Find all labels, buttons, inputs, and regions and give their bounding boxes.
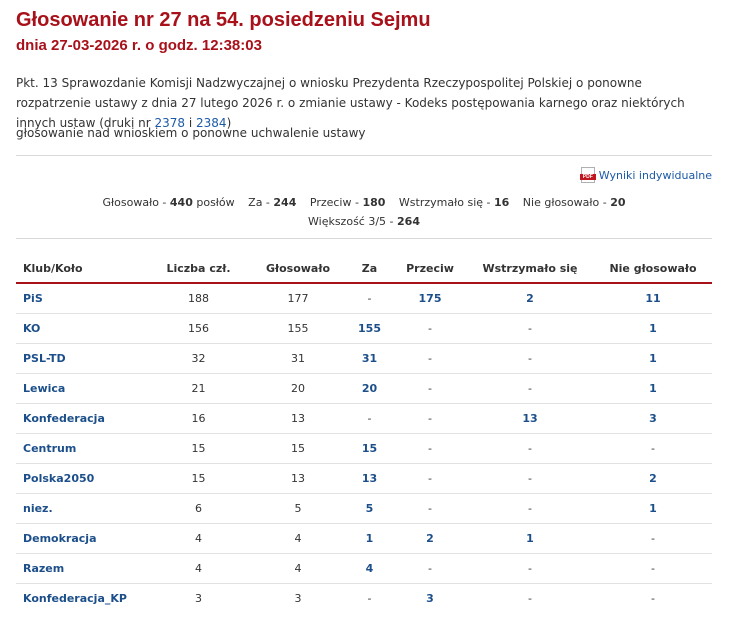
description-sep: i — [185, 116, 197, 130]
club-name-link[interactable]: Konfederacja — [16, 404, 146, 434]
table-cell: 3 — [294, 592, 302, 605]
summary-abstain: Wstrzymało się - 16 — [398, 196, 510, 209]
vote-datetime: dnia 27-03-2026 r. o godz. 12:38:03 — [16, 37, 262, 54]
description-text: Pkt. 13 Sprawozdanie Komisji Nadzwyczajnej o wniosku Prezydenta Rzeczypospolitej Polskiej o ponowne rozpatrzenie ustawy z dnia 27 lutego 2026 r. o zmianie ustawy - Kodeks postępowania karnego oraz niektórych innych ustaw (druki nr — [16, 76, 685, 130]
table-cell: - — [594, 434, 712, 464]
vote-count-link[interactable]: 31 — [345, 344, 394, 374]
table-row — [16, 404, 712, 434]
individual-results[interactable] — [581, 167, 712, 183]
table-cell: - — [466, 314, 594, 344]
table-cell: 6 — [146, 494, 251, 524]
table-cell: 20 — [251, 374, 345, 404]
divider — [16, 155, 712, 156]
club-name-link[interactable]: KO — [16, 314, 146, 344]
pdf-icon[interactable] — [581, 167, 595, 183]
club-name-link[interactable]: Demokracja — [16, 524, 146, 554]
table-row — [16, 344, 712, 374]
table-cell: - — [594, 524, 712, 554]
table-row — [16, 554, 712, 584]
table-row — [16, 374, 712, 404]
table-cell: 4 — [146, 554, 251, 584]
table-cell: - — [466, 554, 594, 584]
vote-summary — [16, 193, 712, 231]
divider — [16, 238, 712, 239]
vote-count-link[interactable]: 3 — [426, 592, 434, 605]
club-name-link[interactable]: Razem — [16, 554, 146, 584]
table-cell: 4 — [251, 554, 345, 584]
results-table-body — [16, 283, 712, 613]
agenda-description — [16, 73, 712, 133]
column-header: Klub/Koło — [16, 255, 146, 283]
table-cell: 3 — [195, 592, 202, 605]
table-cell: - — [394, 494, 466, 524]
table-cell: - — [345, 404, 394, 434]
table-cell: - — [466, 464, 594, 494]
individual-results-link[interactable]: Wyniki indywidualne — [598, 168, 712, 182]
table-cell: - — [345, 283, 394, 314]
table-cell: - — [594, 554, 712, 584]
table-cell: 15 — [146, 464, 251, 494]
vote-count-link[interactable]: 13 — [466, 404, 594, 434]
vote-count-link[interactable]: 1 — [594, 314, 712, 344]
vote-count-link[interactable]: 1 — [594, 494, 712, 524]
summary-voted: Głosowało - 440 posłów — [102, 196, 235, 209]
vote-count-link[interactable]: 13 — [345, 464, 394, 494]
club-name-link[interactable]: Lewica — [16, 374, 146, 404]
club-name-link[interactable]: Konfederacja_KP — [23, 592, 127, 605]
club-name-link[interactable]: Polska2050 — [16, 464, 146, 494]
table-cell: 32 — [146, 344, 251, 374]
table-cell: - — [394, 374, 466, 404]
vote-count-link[interactable]: 155 — [345, 314, 394, 344]
vote-count-link[interactable]: 20 — [345, 374, 394, 404]
table-row — [16, 283, 712, 314]
club-name-link[interactable]: PiS — [16, 283, 146, 314]
print-link-2384[interactable]: 2384 — [196, 116, 227, 130]
table-cell: - — [394, 464, 466, 494]
table-cell: - — [394, 554, 466, 584]
table-row — [16, 434, 712, 464]
vote-subject: głosowanie nad wnioskiem o ponowne uchwalenie ustawy — [16, 126, 366, 140]
table-cell: 13 — [251, 404, 345, 434]
results-table — [16, 255, 712, 613]
table-row — [16, 314, 712, 344]
column-header: Liczba czł. — [146, 255, 251, 283]
table-cell: - — [394, 314, 466, 344]
vote-count-link[interactable]: 5 — [345, 494, 394, 524]
table-cell: 21 — [146, 374, 251, 404]
vote-count-link[interactable]: 1 — [466, 524, 594, 554]
vote-count-link[interactable]: 11 — [594, 283, 712, 314]
table-cell: 188 — [146, 283, 251, 314]
table-row — [16, 494, 712, 524]
table-cell: 16 — [146, 404, 251, 434]
vote-count-link[interactable]: 4 — [345, 554, 394, 584]
table-cell: 4 — [251, 524, 345, 554]
club-name-link[interactable]: Centrum — [16, 434, 146, 464]
table-cell: - — [394, 434, 466, 464]
summary-majority: Większość 3/5 - 264 — [308, 215, 420, 228]
vote-count-link[interactable]: 3 — [594, 404, 712, 434]
table-cell: - — [466, 434, 594, 464]
vote-count-link[interactable]: 1 — [594, 344, 712, 374]
page-title: Głosowanie nr 27 na 54. posiedzeniu Sejmu — [16, 9, 431, 31]
table-cell: 13 — [251, 464, 345, 494]
column-header: Nie głosowało — [594, 255, 712, 283]
vote-count-link[interactable]: 15 — [345, 434, 394, 464]
column-header: Przeciw — [394, 255, 466, 283]
column-header: Wstrzymało się — [466, 255, 594, 283]
summary-novote: Nie głosowało - 20 — [522, 196, 626, 209]
table-row — [16, 584, 712, 614]
summary-line-2 — [16, 212, 712, 231]
table-row — [16, 524, 712, 554]
vote-count-link[interactable]: 1 — [594, 374, 712, 404]
table-cell: 177 — [251, 283, 345, 314]
table-cell: - — [394, 404, 466, 434]
table-cell: - — [394, 344, 466, 374]
vote-count-link[interactable]: 2 — [394, 524, 466, 554]
table-cell: - — [466, 494, 594, 524]
table-cell: 156 — [146, 314, 251, 344]
table-cell: 4 — [146, 524, 251, 554]
vote-count-link[interactable]: 1 — [345, 524, 394, 554]
summary-line-1 — [16, 193, 712, 212]
print-link-2378[interactable]: 2378 — [154, 116, 186, 130]
club-name-link[interactable]: PSL-TD — [16, 344, 146, 374]
table-row — [16, 464, 712, 494]
table-cell: 15 — [251, 434, 345, 464]
table-cell: 15 — [146, 434, 251, 464]
vote-count-link[interactable]: 175 — [394, 283, 466, 314]
table-cell: - — [466, 344, 594, 374]
summary-against: Przeciw - 180 — [309, 196, 386, 209]
table-cell: - — [528, 592, 532, 605]
club-name-link[interactable]: niez. — [16, 494, 146, 524]
vote-count-link[interactable]: 2 — [466, 283, 594, 314]
pdf-icon-label: PDF — [580, 174, 596, 180]
description-end: ) — [226, 116, 232, 130]
summary-for: Za - 244 — [248, 196, 297, 209]
table-header-row — [16, 255, 712, 283]
table-cell: 31 — [251, 344, 345, 374]
table-cell: - — [367, 592, 372, 605]
table-cell: - — [651, 592, 655, 605]
table-cell: 155 — [251, 314, 345, 344]
vote-count-link[interactable]: 2 — [594, 464, 712, 494]
table-cell: - — [466, 374, 594, 404]
column-header: Za — [345, 255, 394, 283]
column-header: Głosowało — [251, 255, 345, 283]
table-cell: 5 — [251, 494, 345, 524]
